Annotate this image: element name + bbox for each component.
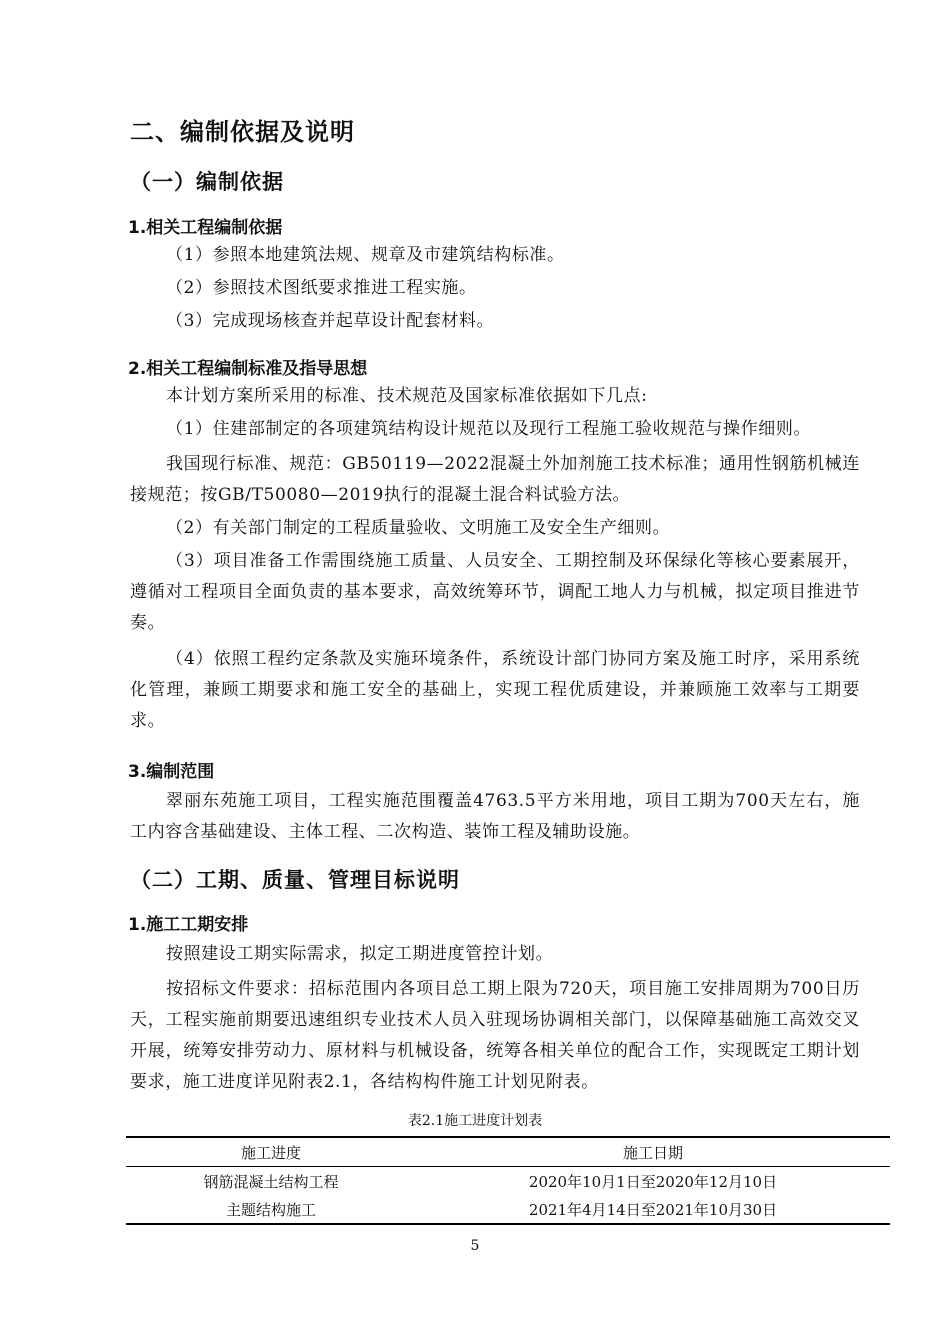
column-header: 施工日期 bbox=[622, 1143, 683, 1162]
paragraph: 按照建设工期实际需求，拟定工期进度管控计划。 bbox=[166, 944, 554, 964]
paragraph: 我国现行标准、规范：GB50119—2022混凝土外加剂施工技术标准；通用性钢筋机械连接规范；按GB/T50080—2019执行的混凝土混合料试验方法。 bbox=[130, 454, 860, 505]
heading-2-1: 1.施工工期安排 bbox=[128, 915, 249, 935]
subsection-title-1: （一）编制依据 bbox=[130, 170, 284, 194]
list-item: （2）参照技术图纸要求推进工程实施。 bbox=[166, 278, 477, 298]
list-item: （1）参照本地建筑法规、规章及市建筑结构标准。 bbox=[166, 245, 565, 265]
table-cell: 2021年4月14日至2021年10月30日 bbox=[528, 1200, 778, 1219]
paragraph: （3）项目准备工作需围绕施工质量、人员安全、工期控制及环保绿化等核心要素展开，遵循对工程项目全面负责的基本要求，高效统筹环节，调配工地人力与机械，拟定项目推进节奏。 bbox=[130, 551, 860, 633]
paragraph: 翠丽东苑施工项目，工程实施范围覆盖4763.5平方米用地，项目工期为700天左右，施工内容含基础建设、主体工程、二次构造、装饰工程及辅助设施。 bbox=[130, 791, 860, 842]
paragraph: （2）有关部门制定的工程质量验收、文明施工及安全生产细则。 bbox=[166, 518, 671, 538]
paragraph: 按招标文件要求：招标范围内各项目总工期上限为720天，项目施工安排周期为700日历天，工程实施前期要迅速组织专业技术人员入驻现场协调相关部门，以保障基础施工高效交叉开展，统筹安排劳动力、原材料与机械设备，统筹各相关单位的配合工作，实现既定工期计划要求，施工进度详见附表2.1，各结构构件施工计划见附表。 bbox=[130, 979, 860, 1092]
list-item: （3）完成现场核查并起草设计配套材料。 bbox=[166, 311, 495, 331]
heading-1-1: 1.相关工程编制依据 bbox=[128, 218, 283, 238]
heading-1-3: 3.编制范围 bbox=[128, 762, 215, 782]
table-cell: 2020年10月1日至2020年12月10日 bbox=[528, 1172, 778, 1191]
table-cell: 主题结构施工 bbox=[225, 1200, 316, 1219]
table-row bbox=[126, 1195, 890, 1224]
column-header: 施工进度 bbox=[240, 1143, 301, 1162]
table-header-row bbox=[126, 1137, 890, 1167]
paragraph: （1）住建部制定的各项建筑结构设计规范以及现行工程施工验收规范与操作细则。 bbox=[166, 419, 812, 439]
table-row bbox=[126, 1167, 890, 1196]
paragraph: （4）依照工程约定条款及实施环境条件，系统设计部门协同方案及施工时序，采用系统化管理，兼顾工期要求和施工安全的基础上，实现工程优质建设，并兼顾施工效率与工期要求。 bbox=[130, 649, 860, 731]
schedule-table bbox=[126, 1136, 890, 1225]
section-title: 二、编制依据及说明 bbox=[130, 118, 355, 146]
paragraph: 本计划方案所采用的标准、技术规范及国家标准依据如下几点: bbox=[166, 386, 648, 406]
table-caption: 表2.1施工进度计划表 bbox=[407, 1113, 543, 1129]
heading-1-2: 2.相关工程编制标准及指导思想 bbox=[128, 359, 368, 379]
subsection-title-2: （二）工期、质量、管理目标说明 bbox=[130, 868, 460, 892]
page-number: 5 bbox=[470, 1238, 480, 1254]
table-cell: 钢筋混凝土结构工程 bbox=[203, 1172, 339, 1191]
